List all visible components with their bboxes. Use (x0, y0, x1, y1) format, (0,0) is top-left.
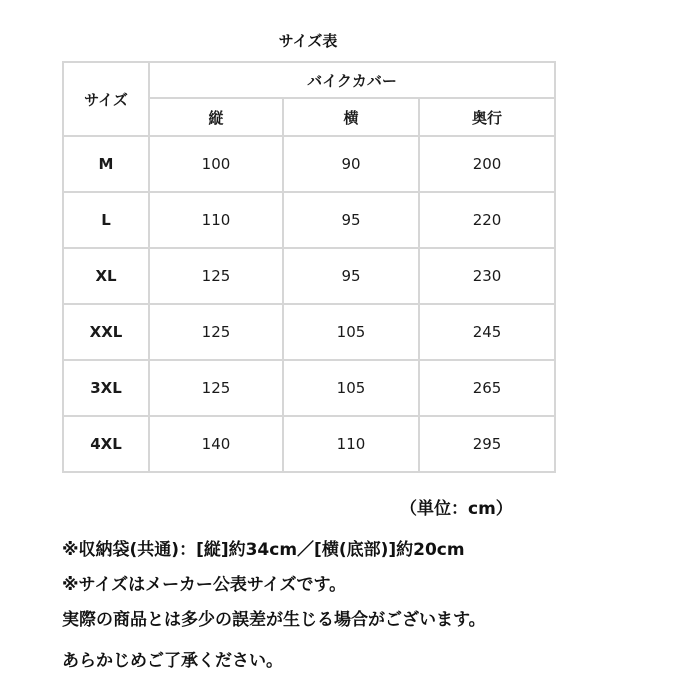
table-header-row (63, 62, 555, 98)
size-cell: 4XL (63, 416, 149, 472)
size-cell: L (63, 192, 149, 248)
storage-bag-note: ※収納袋(共通)：[縦]約34cm／[横(底部)]約20cm (62, 540, 465, 560)
acknowledgement-note: あらかじめご了承ください。 (62, 651, 283, 671)
depth-cell: 200 (419, 136, 555, 192)
length-cell: 100 (149, 136, 283, 192)
size-cell: 3XL (63, 360, 149, 416)
table-row (63, 304, 555, 360)
column-header-width: 横 (283, 98, 419, 136)
length-cell: 125 (149, 304, 283, 360)
tolerance-note: 実際の商品とは多少の誤差が生じる場合がございます。 (62, 610, 486, 630)
column-header-depth: 奥行 (419, 98, 555, 136)
width-cell: 110 (283, 416, 419, 472)
size-cell: M (63, 136, 149, 192)
size-table (62, 61, 556, 473)
width-cell: 95 (283, 192, 419, 248)
table-row (63, 360, 555, 416)
depth-cell: 230 (419, 248, 555, 304)
width-cell: 95 (283, 248, 419, 304)
table-row (63, 192, 555, 248)
unit-label: （単位：cm） (400, 499, 513, 519)
depth-cell: 220 (419, 192, 555, 248)
depth-cell: 265 (419, 360, 555, 416)
table-row (63, 136, 555, 192)
depth-cell: 295 (419, 416, 555, 472)
bike-cover-group-header: バイクカバー (149, 62, 555, 98)
manufacturer-size-note: ※サイズはメーカー公表サイズです。 (62, 575, 347, 595)
size-chart-title: サイズ表 (278, 32, 338, 50)
table-row (63, 248, 555, 304)
length-cell: 125 (149, 248, 283, 304)
length-cell: 110 (149, 192, 283, 248)
width-cell: 105 (283, 360, 419, 416)
width-cell: 105 (283, 304, 419, 360)
table-row (63, 416, 555, 472)
size-cell: XXL (63, 304, 149, 360)
length-cell: 125 (149, 360, 283, 416)
column-header-length: 縦 (149, 98, 283, 136)
width-cell: 90 (283, 136, 419, 192)
depth-cell: 245 (419, 304, 555, 360)
size-cell: XL (63, 248, 149, 304)
length-cell: 140 (149, 416, 283, 472)
size-column-header: サイズ (63, 62, 149, 136)
